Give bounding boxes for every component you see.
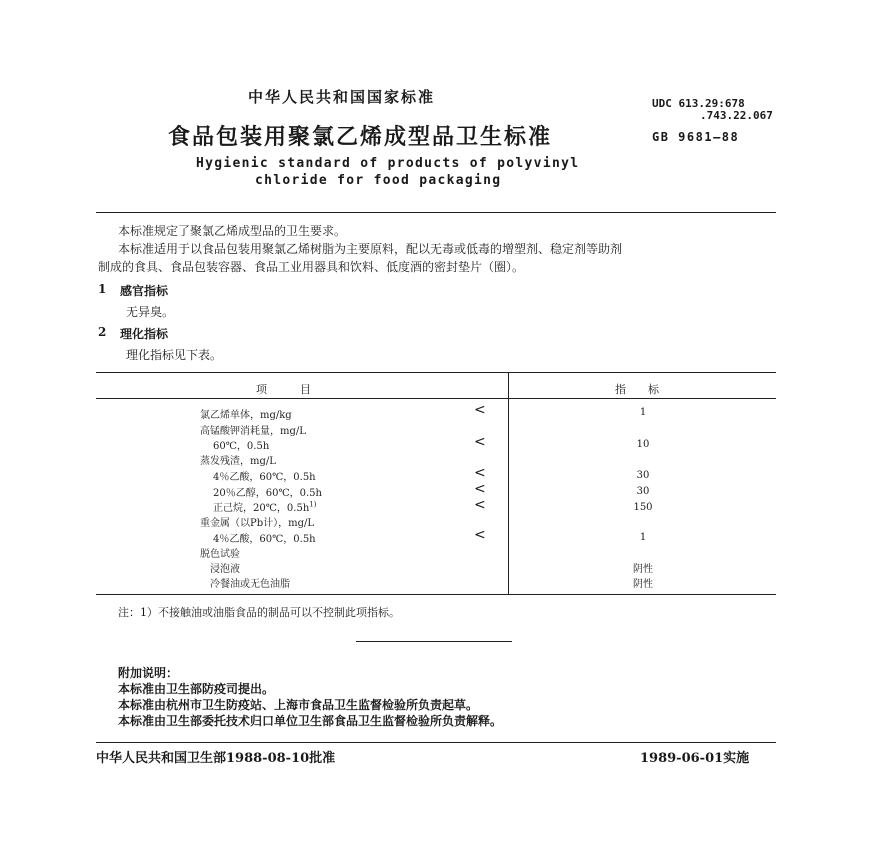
table-row-label: 4％乙酸，60℃，0.5h: [213, 534, 316, 545]
table-row-label: 4％乙酸，60℃，0.5h: [213, 472, 316, 483]
table-row-label: 重金属（以Pb计），mg/L: [200, 518, 315, 529]
effective-date: 1989-06-01实施: [640, 751, 750, 766]
supplementary-notes-title: 附加说明：: [118, 666, 179, 680]
table-header-item: 项 目: [256, 383, 311, 396]
less-than-sign: <: [474, 465, 486, 481]
udc-code: [652, 98, 773, 122]
header-divider: [96, 212, 776, 213]
intro-paragraph-1: 本标准规定了聚氯乙烯成型品的卫生要求。: [118, 224, 347, 238]
less-than-sign: <: [474, 434, 486, 450]
table-row-value: 阴性: [633, 564, 653, 575]
document-title-en-line-1: Hygienic standard of products of polyvinyl: [196, 156, 580, 171]
table-row-value: 30: [636, 486, 650, 497]
table-row-label: 60℃，0.5h: [213, 441, 270, 452]
section-2-body: 理化指标见下表。: [126, 348, 223, 362]
table-row-label-text: 正己烷，20℃，0.5h: [213, 503, 310, 514]
table-row-value: 10: [636, 439, 650, 450]
table-row-label: 脱色试验: [200, 549, 240, 560]
table-bottom-border: [96, 594, 776, 595]
supplementary-note-1: 本标准由卫生部防疫司提出。: [118, 682, 275, 696]
intro-paragraph-2: 本标准适用于以食品包装用聚氯乙烯树脂为主要原料，配以无毒或低毒的增塑剂、稳定剂等助剂: [118, 242, 623, 256]
document-title-en-line-2: chloride for food packaging: [255, 173, 502, 188]
table-row-value: 1: [639, 532, 647, 543]
end-of-text-rule: [356, 641, 512, 642]
less-than-sign: <: [474, 481, 486, 497]
table-row-value: 30: [636, 470, 650, 481]
table-row-label: 20％乙醇，60℃，0.5h: [213, 488, 322, 499]
table-row-label: 蒸发残渣，mg/L: [200, 456, 276, 467]
gb-standard-code: GB 9681—88: [652, 130, 740, 144]
table-row-value: 150: [633, 502, 653, 513]
table-row-label: 冷餐油或无色油脂: [210, 579, 290, 590]
table-row-label: [213, 499, 316, 514]
intro-paragraph-3: 制成的食具、食品包装容器、食品工业用器具和饮料、低度酒的密封垫片（圈）。: [98, 260, 525, 274]
table-row-label: 高锰酸钾消耗量，mg/L: [200, 426, 306, 437]
less-than-sign: <: [474, 402, 486, 418]
section-1-title: 感官指标: [120, 284, 169, 298]
udc-line-2: .743.22.067: [700, 109, 773, 122]
udc-line-1: UDC 613.29:678: [652, 97, 745, 110]
table-row-value: 1: [639, 407, 647, 418]
section-1-body: 无异臭。: [126, 305, 175, 319]
document-title-cn: 食品包装用聚氯乙烯成型品卫生标准: [168, 124, 553, 150]
table-column-divider: [508, 372, 509, 594]
table-header-border: [96, 398, 776, 399]
supplementary-note-2: 本标准由杭州市卫生防疫站、上海市食品卫生监督检验所负责起草。: [118, 698, 479, 712]
less-than-sign: <: [474, 527, 486, 543]
footnote-marker: 1): [309, 500, 317, 509]
table-header-index: 指 标: [615, 383, 659, 396]
footer-divider: [96, 742, 776, 743]
table-top-border: [96, 372, 776, 373]
section-1-number: 1: [98, 282, 107, 296]
section-2-title: 理化指标: [120, 327, 169, 341]
national-standard-heading: 中华人民共和国国家标准: [248, 88, 436, 106]
approval-date: 中华人民共和国卫生部1988-08-10批准: [96, 751, 336, 766]
section-2-number: 2: [98, 325, 107, 339]
table-row-label: 氯乙烯单体，mg/kg: [200, 410, 292, 421]
table-footnote: 注：1）不接触油或油脂食品的制品可以不控制此项指标。: [118, 606, 400, 619]
table-row-label: 浸泡液: [210, 564, 240, 575]
supplementary-note-3: 本标准由卫生部委托技术归口单位卫生部食品卫生监督检验所负责解释。: [118, 714, 503, 728]
table-row-value: 阴性: [633, 579, 653, 590]
less-than-sign: <: [474, 497, 486, 513]
